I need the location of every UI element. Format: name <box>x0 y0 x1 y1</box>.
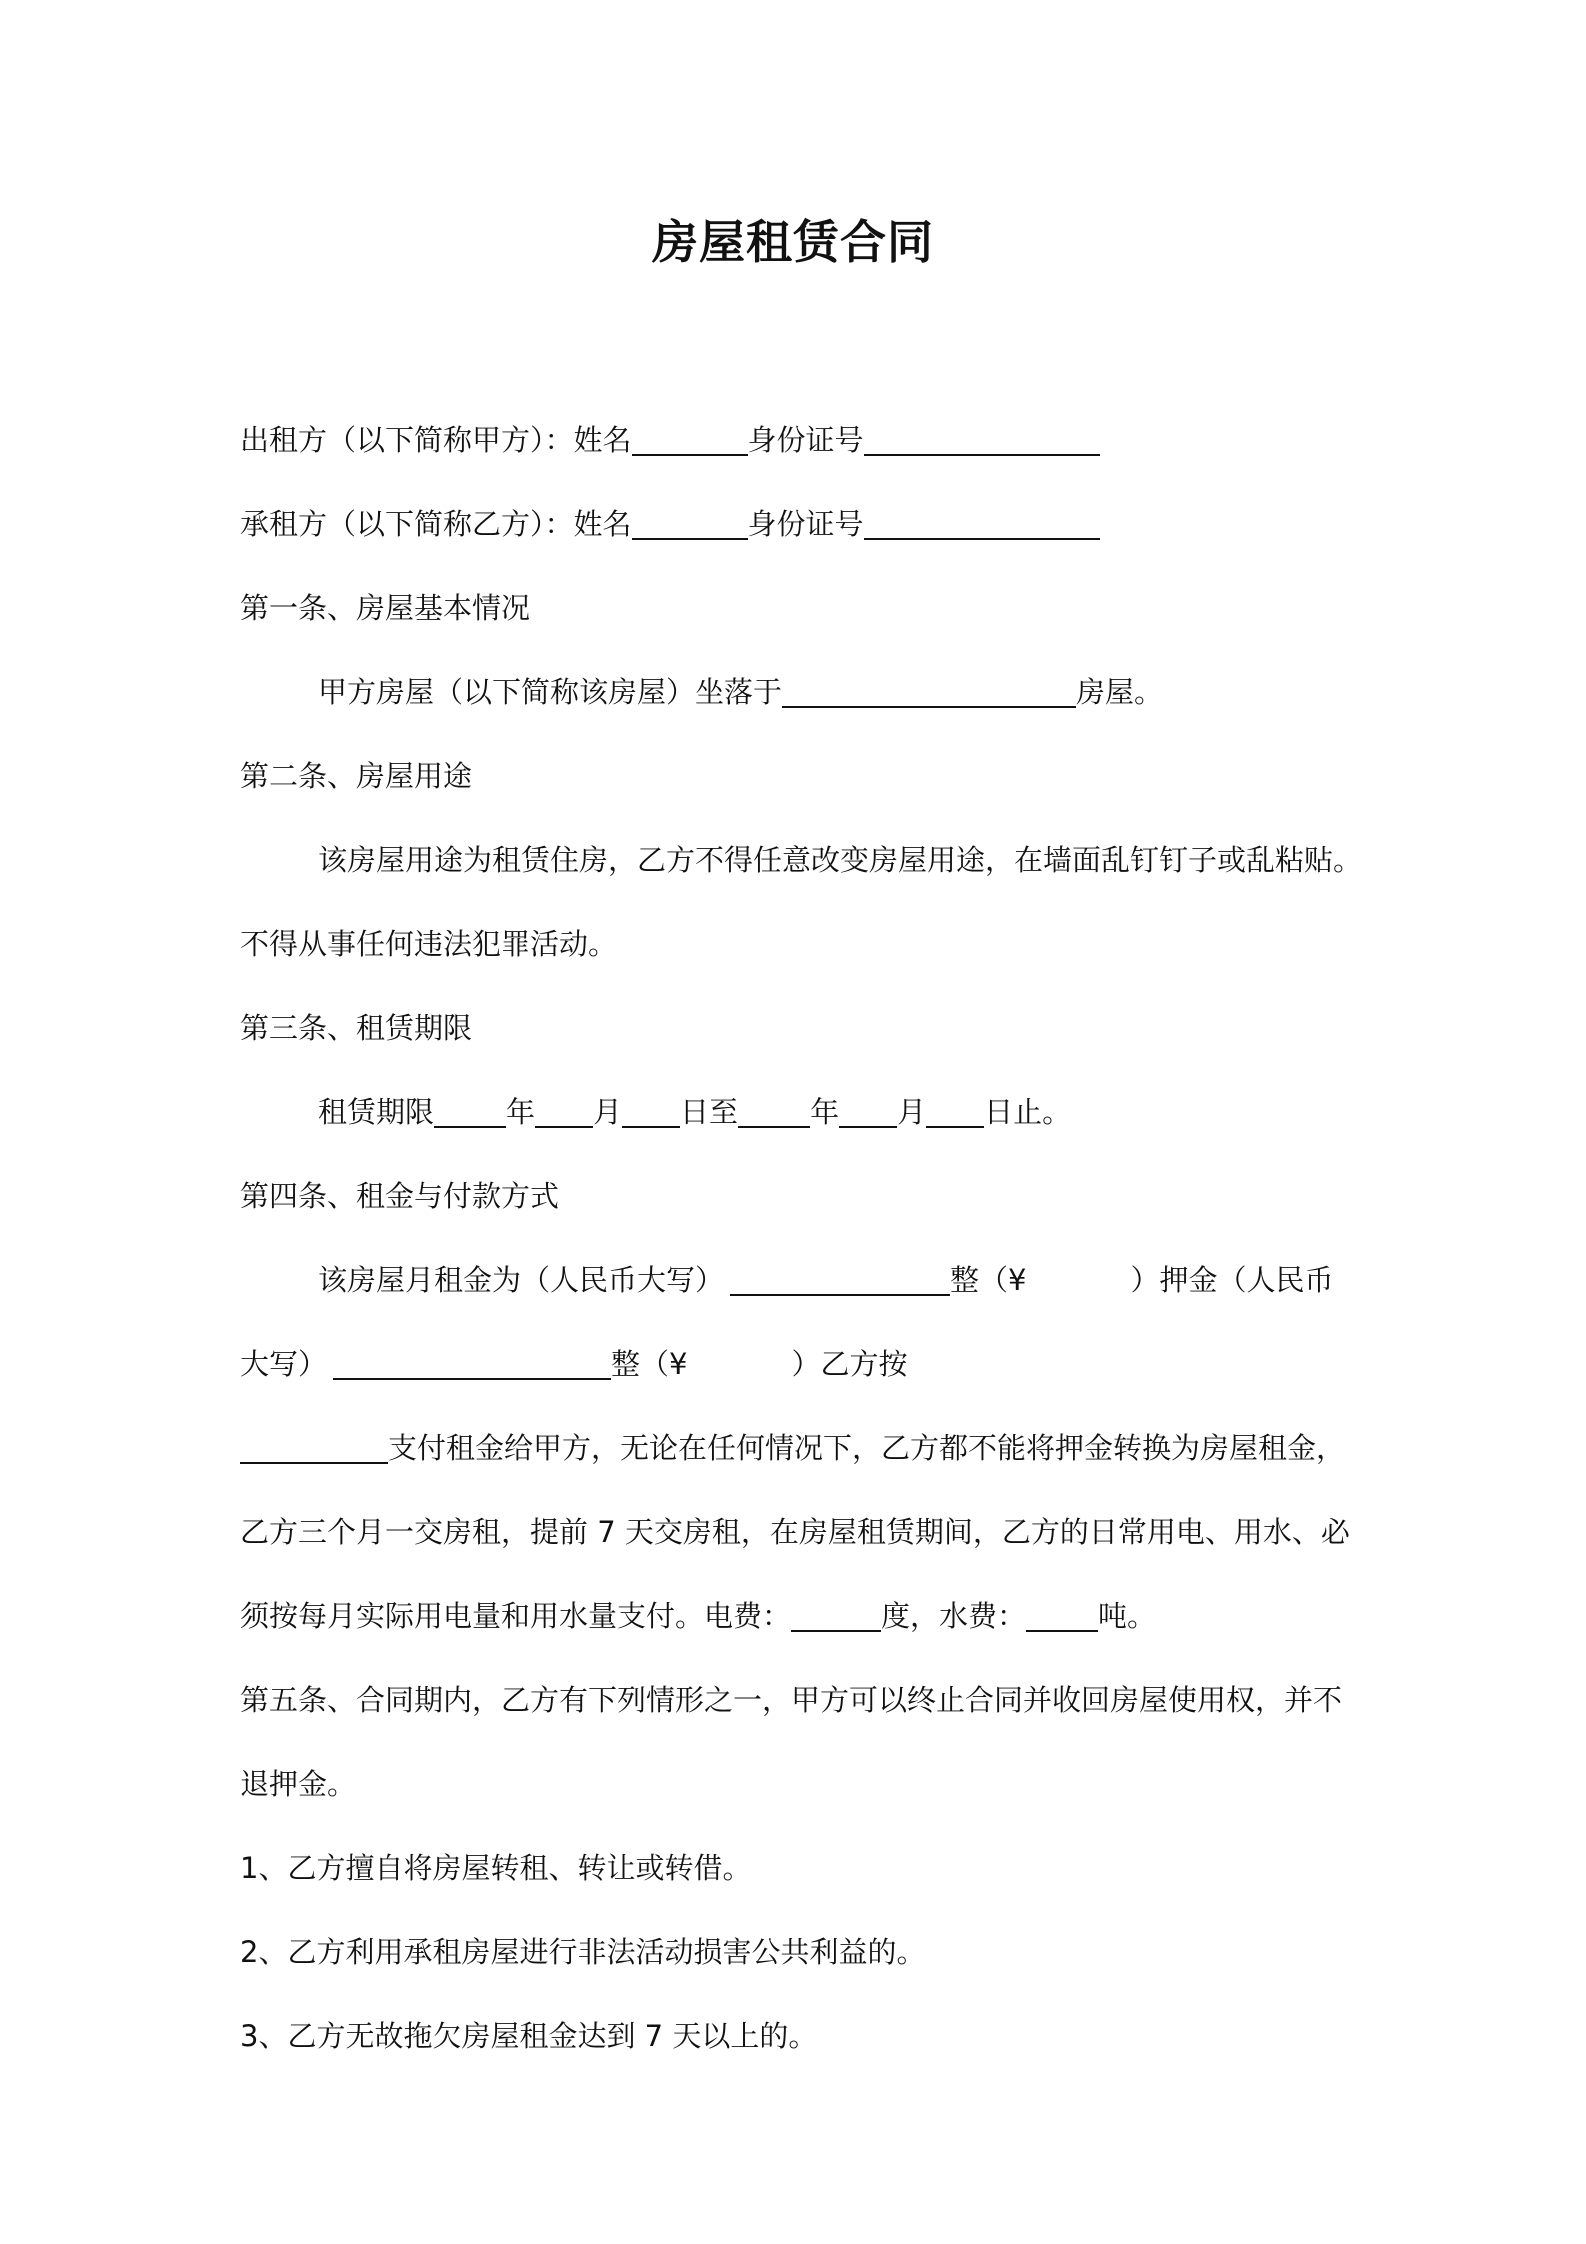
deposit-yuan-label: 整（¥ <box>611 1347 688 1381</box>
electricity-blank[interactable] <box>791 1600 881 1632</box>
deposit-label: ）押金（人民币 <box>1130 1263 1334 1297</box>
article1-text-before: 甲方房屋（以下简称该房屋）坐落于 <box>318 675 783 709</box>
article4-line1 <box>318 1258 1333 1302</box>
article4-line3-text: 支付租金给甲方，无论在任何情况下，乙方都不能将押金转换为房屋租金， <box>388 1431 1346 1465</box>
rent-amount-words-blank[interactable] <box>730 1264 950 1296</box>
end-year-blank[interactable] <box>738 1096 810 1128</box>
end-month-blank[interactable] <box>839 1096 897 1128</box>
document-title: 房屋租赁合同 <box>652 215 934 269</box>
deposit-words-label: 大写） <box>240 1347 328 1381</box>
deposit-amount-words-blank[interactable] <box>333 1348 611 1380</box>
water-label: 度，水费： <box>881 1599 1027 1633</box>
article1-text <box>318 670 1163 714</box>
lessee-id-blank[interactable] <box>864 508 1100 540</box>
lessee-label: 承租方（以下简称乙方）：姓名 <box>240 507 632 541</box>
lessor-id-blank[interactable] <box>864 424 1100 456</box>
start-month-blank[interactable] <box>535 1096 593 1128</box>
term-day-to-label: 日至 <box>680 1095 739 1129</box>
rent-amount-figure-field[interactable] <box>1026 1260 1130 1290</box>
term-month-label: 月 <box>593 1095 623 1129</box>
end-day-blank[interactable] <box>926 1096 984 1128</box>
article4-line3 <box>240 1426 1345 1470</box>
article2-line2: 不得从事任何违法犯罪活动。 <box>240 927 618 961</box>
lessor-id-label: 身份证号 <box>747 423 864 457</box>
article5-item: 2、乙方利用承租房屋进行非法活动损害公共利益的。 <box>240 1935 926 1969</box>
water-unit-label: 吨。 <box>1098 1599 1157 1633</box>
lessee-id-label: 身份证号 <box>747 507 864 541</box>
term-day-end-label: 日止。 <box>984 1095 1072 1129</box>
article5-item: 3、乙方无故拖欠房屋租金达到 7 天以上的。 <box>240 2019 818 2053</box>
article4-line5 <box>240 1594 1156 1638</box>
article4-line2 <box>240 1342 907 1386</box>
deposit-amount-figure-field[interactable] <box>687 1344 791 1374</box>
article5-item: 1、乙方擅自将房屋转租、转让或转借。 <box>240 1851 752 1885</box>
article2-heading: 第二条、房屋用途 <box>240 759 473 793</box>
lessor-label: 出租方（以下简称甲方）：姓名 <box>240 423 632 457</box>
payment-basis-label: ）乙方按 <box>791 1347 908 1381</box>
lessee-line <box>240 502 1100 546</box>
article1-text-after: 房屋。 <box>1076 675 1164 709</box>
lessor-name-blank[interactable] <box>632 424 748 456</box>
article1-heading: 第一条、房屋基本情况 <box>240 591 531 625</box>
article3-term-line <box>318 1090 1071 1134</box>
lessee-name-blank[interactable] <box>632 508 748 540</box>
term-month2-label: 月 <box>897 1095 927 1129</box>
rent-yuan-label: 整（¥ <box>950 1263 1027 1297</box>
start-day-blank[interactable] <box>622 1096 680 1128</box>
rent-amount-label: 该房屋月租金为（人民币大写） <box>318 1263 725 1297</box>
lessor-line <box>240 418 1100 462</box>
article2-line1: 该房屋用途为租赁住房，乙方不得任意改变房屋用途，在墙面乱钉钉子或乱粘贴。 <box>318 843 1363 877</box>
article3-heading: 第三条、租赁期限 <box>240 1011 473 1045</box>
term-year-label: 年 <box>506 1095 536 1129</box>
article4-line4: 乙方三个月一交房租，提前 7 天交房租，在房屋租赁期间，乙方的日常用电、用水、必 <box>240 1515 1350 1549</box>
water-blank[interactable] <box>1026 1600 1098 1632</box>
house-address-blank[interactable] <box>782 676 1076 708</box>
payment-period-blank[interactable] <box>240 1432 388 1464</box>
start-year-blank[interactable] <box>434 1096 506 1128</box>
article5-line2: 退押金。 <box>240 1767 357 1801</box>
term-prefix: 租赁期限 <box>318 1095 435 1129</box>
term-year2-label: 年 <box>810 1095 840 1129</box>
article5-line1: 第五条、合同期内，乙方有下列情形之一，甲方可以终止合同并收回房屋使用权，并不 <box>240 1683 1343 1717</box>
article4-heading: 第四条、租金与付款方式 <box>240 1179 560 1213</box>
electricity-label: 须按每月实际用电量和用水量支付。电费： <box>240 1599 792 1633</box>
